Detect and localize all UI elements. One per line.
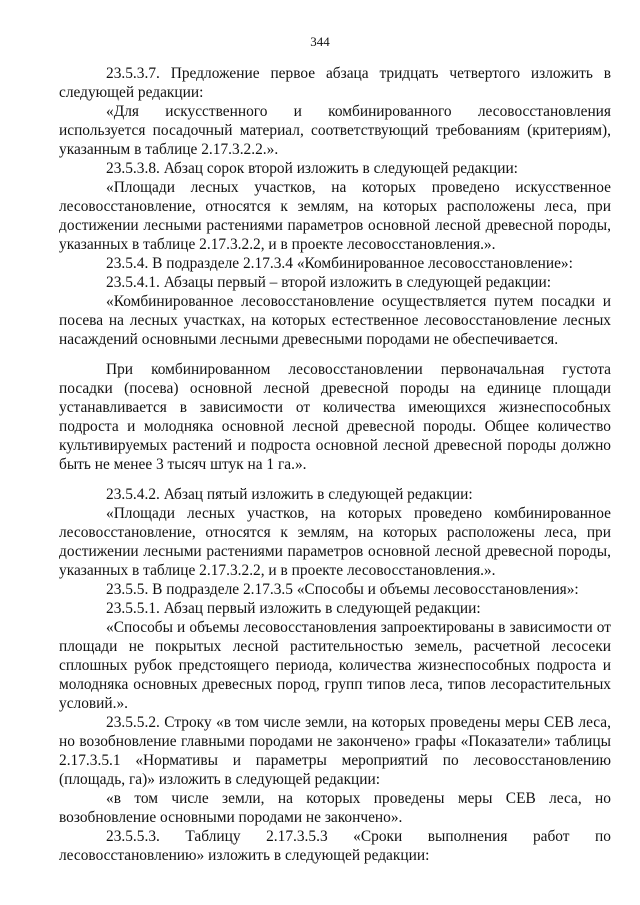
paragraph: «Площади лесных участков, на которых проведено искусственное лесовосстановление, относятся к землям, на которых расположены леса, при достижении лесными растениями параметров основной лесной древесной породы, указанных в таблице 2.17.3.2.2, и в проекте лесовосстановления.». bbox=[59, 179, 611, 253]
paragraph: 23.5.5.1. Абзац первый изложить в следующей редакции: bbox=[106, 600, 481, 617]
paragraph: При комбинированном лесовосстановлении первоначальная густота посадки (посева) основной лесной древесной породы на единице площади устанавливается в зависимости от количества имеющихся жизнеспособных подроста и молодняка основной лесной древесной породы. Общее количество культивируемых растений и подроста основной лесной древесной породы должно быть не менее 3 тысяч штук на 1 га.». bbox=[59, 361, 611, 473]
paragraph: 23.5.4.1. Абзацы первый – второй изложить в следующей редакции: bbox=[106, 274, 552, 291]
paragraph: «Способы и объемы лесовосстановления запроектированы в зависимости от площади не покрытых лесной растительностью земель, расчетной лесосеки сплошных рубок предстоящего периода, количества жизнеспособных подроста и молодняка основных древесных пород, групп типов леса, типов лесорастительных условий.». bbox=[59, 619, 611, 712]
paragraph: 23.5.5.2. Строку «в том числе земли, на которых проведены меры СЕВ леса, но возобновление главными породами не закончено» графы «Показатели» таблицы 2.17.3.5.1 «Нормативы и параметры мероприятий по лесовосстановлению (площадь, га)» изложить в следующей редакции: bbox=[59, 714, 611, 788]
paragraph: «Площади лесных участков, на которых проведено комбинированное лесовосстановление, относятся к землям, на которых расположены леса, при достижении лесными растениями параметров основной лесной древесной породы, указанных в таблице 2.17.3.2.2, и в проекте лесовосстановления.». bbox=[59, 505, 611, 579]
paragraph: 23.5.4.2. Абзац пятый изложить в следующей редакции: bbox=[106, 486, 473, 503]
paragraph: «Комбинированное лесовосстановление осуществляется путем посадки и посева на лесных участках, на которых естественное лесовосстановление лесных насаждений основными лесными древесными породами не обеспечивается. bbox=[59, 293, 611, 348]
paragraph: 23.5.5. В подразделе 2.17.3.5 «Способы и объемы лесовосстановления»: bbox=[106, 581, 579, 598]
paragraph: 23.5.4. В подразделе 2.17.3.4 «Комбинированное лесовосстановление»: bbox=[106, 255, 573, 272]
paragraph: 23.5.3.7. Предложение первое абзаца тридцать четвертого изложить в следующей редакции: bbox=[59, 65, 611, 101]
paragraph: 23.5.5.3. Таблицу 2.17.3.5.3 «Сроки выполнения работ по лесовосстановлению» изложить в следующей редакции: bbox=[59, 828, 611, 864]
document-body bbox=[59, 64, 611, 865]
page-number: 344 bbox=[310, 34, 330, 49]
paragraph: 23.5.3.8. Абзац сорок второй изложить в следующей редакции: bbox=[106, 160, 518, 177]
paragraph: «Для искусственного и комбинированного лесовосстановления используется посадочный материал, соответствующий требованиям (критериям), указанным в таблице 2.17.3.2.2.». bbox=[59, 103, 611, 158]
paragraph: «в том числе земли, на которых проведены меры СЕВ леса, но возобновление основными породами не закончено». bbox=[59, 790, 611, 826]
